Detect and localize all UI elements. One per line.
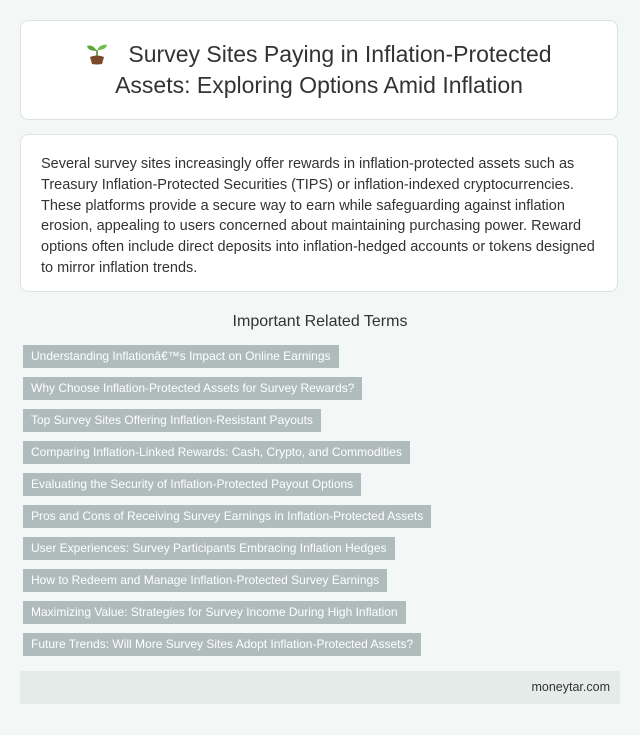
- list-item: [23, 601, 431, 624]
- related-term-link[interactable]: User Experiences: Survey Participants Embracing Inflation Hedges: [23, 537, 395, 560]
- related-term-link[interactable]: Top Survey Sites Offering Inflation-Resistant Payouts: [23, 409, 321, 432]
- related-term-link[interactable]: Why Choose Inflation-Protected Assets for Survey Rewards?: [23, 377, 362, 400]
- list-item: [23, 409, 431, 432]
- related-term-link[interactable]: Maximizing Value: Strategies for Survey Income During High Inflation: [23, 601, 406, 624]
- summary-card: [20, 134, 618, 292]
- seedling-icon: [86, 41, 108, 65]
- list-item: [23, 377, 431, 400]
- list-item: [23, 345, 431, 368]
- summary-text: Several survey sites increasingly offer rewards in inflation-protected assets such as Treasury Inflation-Protected Securities (TIPS) or inflation-indexed cryptocurrencies. These platforms provide a secure way to earn while safeguarding against inflation erosion, appealing to users concerned about maintaining purchasing power. Reward options often include direct deposits into inflation-hedged accounts or tokens designed to mirror inflation trends.: [41, 156, 595, 276]
- related-term-link[interactable]: Pros and Cons of Receiving Survey Earnings in Inflation-Protected Assets: [23, 505, 431, 528]
- page-title-text: Survey Sites Paying in Inflation-Protected Assets: Exploring Options Amid Inflation: [115, 41, 552, 98]
- list-item: [23, 537, 431, 560]
- list-item: [23, 569, 431, 592]
- list-item: [23, 633, 431, 656]
- footer-site-link[interactable]: moneytar.com: [531, 680, 610, 694]
- title-card: [20, 20, 618, 120]
- related-term-link[interactable]: Comparing Inflation-Linked Rewards: Cash, Crypto, and Commodities: [23, 441, 410, 464]
- related-term-link[interactable]: Future Trends: Will More Survey Sites Adopt Inflation-Protected Assets?: [23, 633, 421, 656]
- footer: [20, 671, 620, 704]
- list-item: [23, 441, 431, 464]
- list-item: [23, 505, 431, 528]
- related-term-link[interactable]: Understanding Inflationâ€™s Impact on Online Earnings: [23, 345, 339, 368]
- list-item: [23, 473, 431, 496]
- related-term-link[interactable]: How to Redeem and Manage Inflation-Protected Survey Earnings: [23, 569, 387, 592]
- related-term-link[interactable]: Evaluating the Security of Inflation-Protected Payout Options: [23, 473, 361, 496]
- related-terms-list: [23, 345, 431, 665]
- page-title: [49, 39, 589, 101]
- related-terms-heading: Important Related Terms: [232, 313, 408, 330]
